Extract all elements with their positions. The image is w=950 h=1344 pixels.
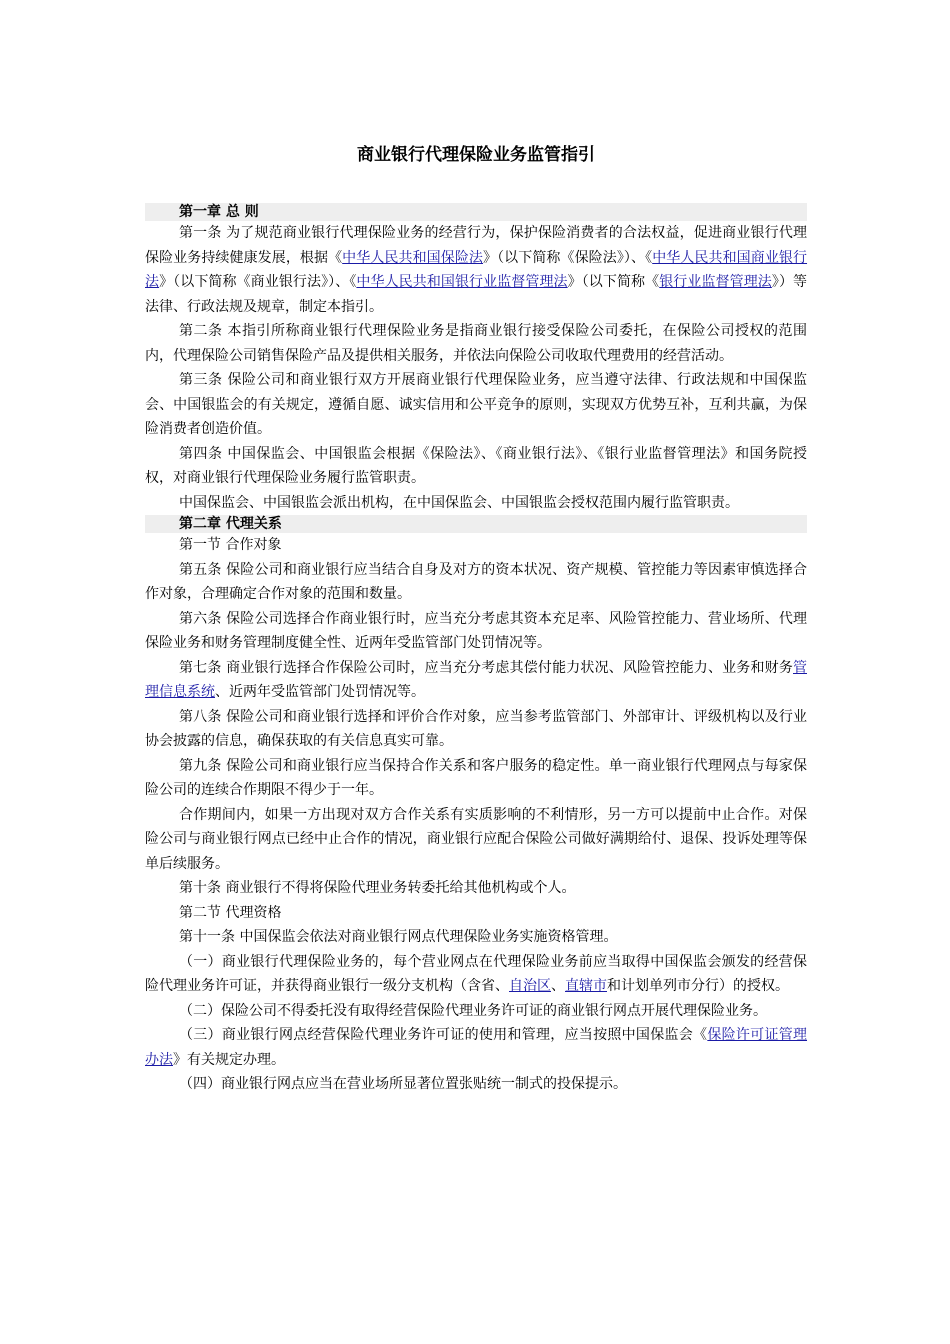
article-2: 第二条 本指引所称商业银行代理保险业务是指商业银行接受保险公司委托，在保险公司授权的范围内，代理保险公司销售保险产品及提供相关服务，并依法向保险公司收取代理费用的经营活动。	[145, 323, 807, 364]
document-title: 商业银行代理保险业务监管指引	[357, 145, 595, 165]
article-10: 第十条 商业银行不得将保险代理业务转委托给其他机构或个人。	[179, 880, 576, 896]
article-1-text: 》（以下简称《商业银行法》）、《	[159, 274, 357, 290]
item-3-text: （三）商业银行网点经营保险代理业务许可证的使用和管理，应当按照中国保监会《	[179, 1027, 708, 1043]
article-11-item-3	[145, 1023, 807, 1072]
article-1-text: 》（以下简称《	[567, 274, 660, 290]
article-11-item-4: （四）商业银行网点应当在营业场所显著位置张贴统一制式的投保提示。	[179, 1076, 627, 1092]
link-insurance-law[interactable]: 中华人民共和国保险法	[342, 249, 484, 266]
link-insurance-license-measures[interactable]: 保险许可证管理办法	[145, 1027, 808, 1068]
chapter-heading-2: 第二章 代理关系	[145, 515, 807, 533]
article-5: 第五条 保险公司和商业银行应当结合自身及对方的资本状况、资产规模、管控能力等因素审慎选择合作对象，合理确定合作对象的范围和数量。	[145, 561, 807, 602]
article-3: 第三条 保险公司和商业银行双方开展商业银行代理保险业务，应当遵守法律、行政法规和中国保监会、中国银监会的有关规定，遵循自愿、诚实信用和公平竞争的原则，实现双方优势互补，互利共赢，为保险消费者创造价值。	[145, 372, 807, 437]
link-autonomous-region[interactable]: 自治区	[509, 978, 551, 994]
section-heading-2: 第二节 代理资格	[179, 904, 282, 921]
item-1-text: 和计划单列市分行）的授权。	[607, 978, 789, 994]
link-management-information-system[interactable]: 管理信息系统	[145, 659, 807, 700]
article-8: 第八条 保险公司和商业银行选择和评价合作对象，应当参考监管部门、外部审计、评级机构以及行业协会披露的信息，确保获取的有关信息真实可靠。	[145, 708, 807, 749]
article-11: 第十一条 中国保监会依法对商业银行网点代理保险业务实施资格管理。	[179, 929, 618, 945]
article-6: 第六条 保险公司选择合作商业银行时，应当充分考虑其资本充足率、风险管控能力、营业场所、代理保险业务和财务管理制度健全性、近两年受监管部门处罚情况等。	[145, 610, 807, 651]
link-commercial-bank-law[interactable]: 中华人民共和国商业银行法	[145, 249, 808, 290]
article-9: 第九条 保险公司和商业银行应当保持合作关系和客户服务的稳定性。单一商业银行代理网点与每家保险公司的连续合作期限不得少于一年。	[145, 757, 807, 798]
article-4-paragraph-2: 中国保监会、中国银监会派出机构，在中国保监会、中国银监会授权范围内履行监管职责。	[179, 494, 739, 511]
article-1	[145, 221, 807, 319]
article-1-text: 》）等法律、行政法规及规章，制定本指引。	[145, 274, 808, 315]
chapter-heading-1: 第一章 总 则	[145, 203, 807, 221]
item-3-text: 》有关规定办理。	[173, 1051, 285, 1068]
document-body	[145, 203, 807, 1097]
section-heading-1: 第一节 合作对象	[179, 537, 282, 553]
article-4: 第四条 中国保监会、中国银监会根据《保险法》、《商业银行法》、《银行业监督管理法》和国务院授权，对商业银行代理保险业务履行监管职责。	[145, 445, 807, 486]
article-7-text: 第七条 商业银行选择合作保险公司时，应当充分考虑其偿付能力状况、风险管控能力、业务和财务	[179, 659, 793, 676]
article-7-text: 、近两年受监管部门处罚情况等。	[215, 684, 425, 700]
article-1-text: 第一条 为了规范商业银行代理保险业务的经营行为，保护保险消费者的合法权益，促进商业银行代理保险业务持续健康发展，根据《	[145, 225, 807, 266]
article-9-paragraph-2: 合作期间内，如果一方出现对双方合作关系有实质影响的不利情形，另一方可以提前中止合作。对保险公司与商业银行网点已经中止合作的情况，商业银行应配合保险公司做好满期给付、退保、投诉处理等保单后续服务。	[145, 806, 807, 872]
link-banking-supervision-law[interactable]: 中华人民共和国银行业监督管理法	[356, 274, 568, 290]
article-1-text: 》（以下简称《保险法》）、《	[483, 249, 653, 266]
item-1-text: （一）商业银行代理保险业务的，每个营业网点在代理保险业务前应当取得中国保监会颁发的经营保险代理业务许可证，并获得商业银行一级分支机构（含省、	[145, 953, 807, 994]
article-11-item-2: （二）保险公司不得委托没有取得经营保险代理业务许可证的商业银行网点开展代理保险业务。	[179, 1002, 767, 1019]
link-municipality[interactable]: 直辖市	[565, 978, 607, 994]
link-banking-supervision-law-short[interactable]: 银行业监督管理法	[659, 274, 772, 290]
article-7	[145, 656, 807, 705]
article-11-item-1	[145, 950, 807, 999]
item-1-text: 、	[551, 978, 565, 994]
